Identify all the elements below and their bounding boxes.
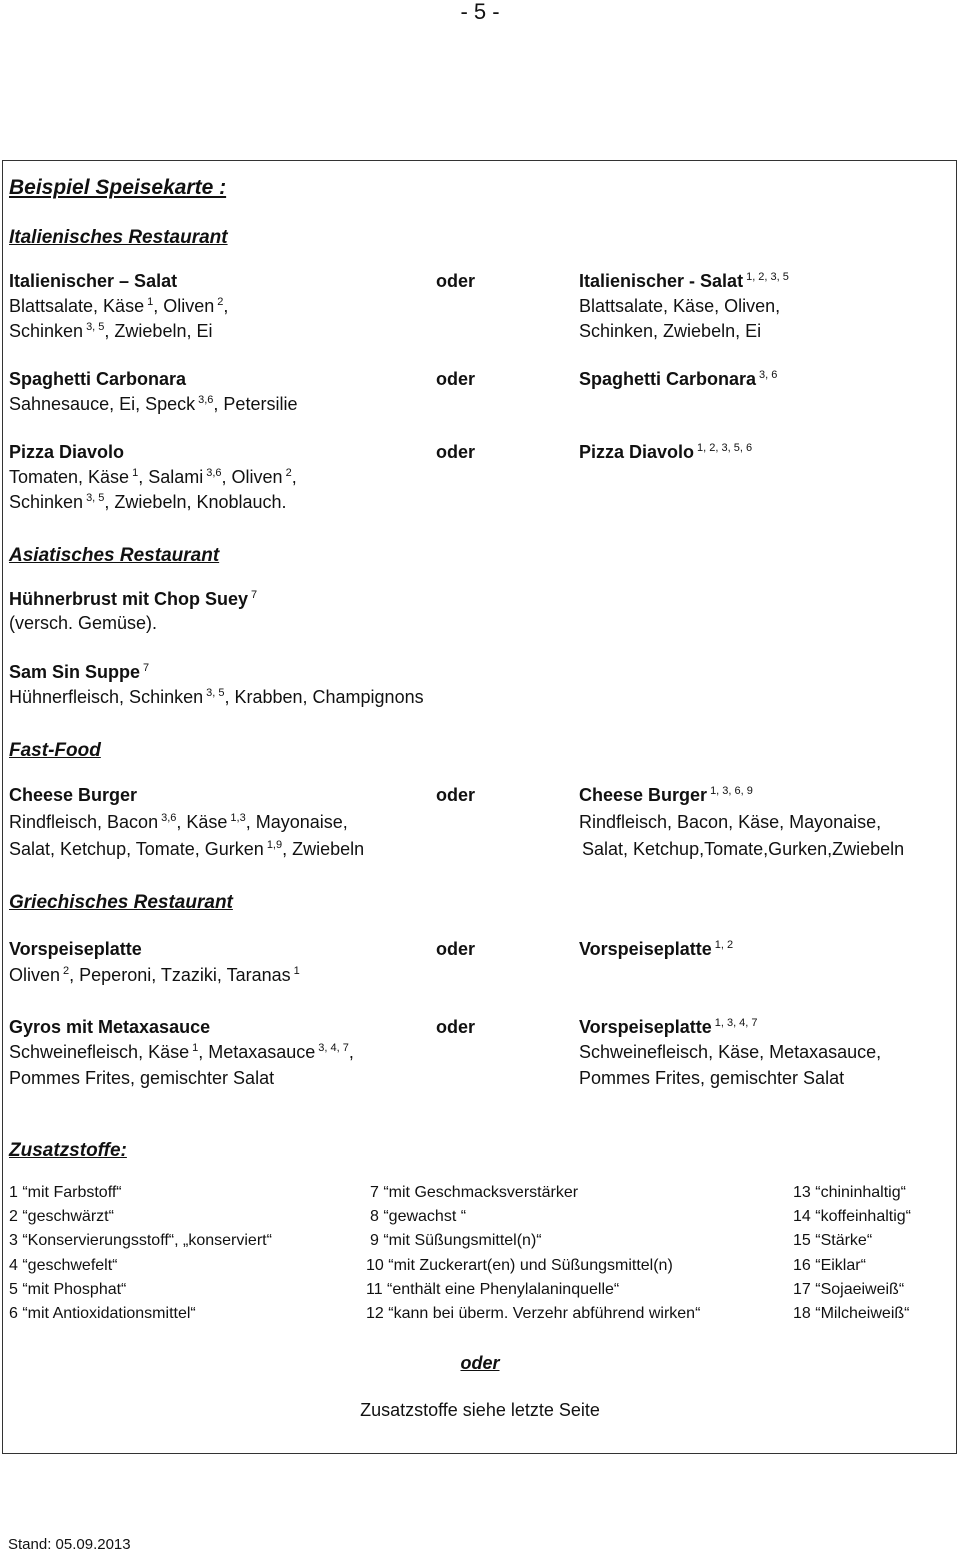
allergen-superscript: 1 [293, 965, 300, 977]
section-heading-fastfood: Fast-Food [9, 740, 101, 761]
allergen-superscript: 1, 3, 6, 9 [710, 785, 753, 797]
allergen-superscript: 3, 4, 7 [318, 1042, 349, 1054]
additive-item: 14 “koffeinhaltig“ [793, 1208, 911, 1226]
additive-item: 11 “enthält eine Phenylalaninquelle“ [366, 1280, 620, 1298]
dish-description [9, 467, 297, 487]
text-segment: Spaghetti Carbonara [9, 369, 187, 389]
text-segment: Sahnesauce, Ei, Speck [9, 394, 196, 414]
text-segment: Pizza Diavolo [579, 442, 695, 462]
allergen-superscript: 3,6 [161, 812, 177, 824]
additive-item: 1 “mit Farbstoff“ [9, 1184, 122, 1201]
oder-label: oder [436, 1017, 476, 1037]
dish-name [579, 1017, 758, 1037]
text-segment: , Peperoni, Tzaziki, Taranas [69, 965, 291, 985]
text-segment: , Petersilie [213, 394, 298, 414]
dish-description [9, 812, 348, 832]
text-segment: Italienischer - Salat [579, 271, 744, 291]
additive-item: 9 “mit Süßungsmittel(n)“ [370, 1232, 542, 1250]
dish-description [9, 1042, 354, 1062]
oder-label: oder [436, 442, 476, 462]
text-segment: , Metaxasauce [198, 1042, 316, 1062]
text-segment: , Salami [138, 467, 204, 487]
allergen-superscript: 3,6 [198, 394, 214, 406]
text-segment: Schinken [9, 492, 84, 512]
dish-name [9, 1017, 210, 1037]
allergen-superscript: 1 [192, 1042, 199, 1054]
page-number: - 5 - [460, 0, 500, 24]
text-segment: , Zwiebeln, Ei [104, 321, 213, 341]
additive-item: 5 “mit Phosphat“ [9, 1280, 127, 1298]
allergen-superscript: 1, 2 [714, 939, 734, 951]
allergen-superscript: 3, 5 [86, 492, 105, 504]
allergen-superscript: 7 [143, 662, 150, 674]
additives-note: Zusatzstoffe siehe letzte Seite [360, 1400, 600, 1420]
text-segment: Cheese Burger [9, 785, 138, 805]
allergen-superscript: 1,9 [266, 839, 283, 851]
text-segment: , Zwiebeln [282, 839, 365, 859]
text-segment: Cheese Burger [579, 785, 708, 805]
text-segment: Pizza Diavolo [9, 442, 125, 462]
oder-label: oder [436, 785, 476, 805]
dish-description: Salat, Ketchup,Tomate,Gurken,Zwiebeln [582, 839, 905, 859]
section-heading-greek: Griechisches Restaurant [9, 892, 233, 913]
text-segment: Salat, Ketchup, Tomate, Gurken [9, 839, 264, 859]
text-segment: Blattsalate, Käse [9, 296, 145, 316]
dish-name [9, 662, 149, 682]
text-segment: Schinken [9, 321, 84, 341]
text-segment: , [223, 296, 229, 316]
dish-description [9, 839, 364, 859]
dish-name [579, 939, 733, 959]
dish-description [9, 394, 297, 414]
dish-description [9, 321, 212, 341]
allergen-superscript: 1 [147, 296, 154, 308]
oder-label: oder [436, 939, 476, 959]
text-segment: Tomaten, Käse [9, 467, 130, 487]
text-segment: Hühnerbrust mit Chop Suey [9, 589, 249, 609]
additive-item: 6 “mit Antioxidationsmittel“ [9, 1305, 196, 1322]
allergen-superscript: 1, 2, 3, 5 [746, 271, 789, 283]
additive-item: 10 “mit Zuckerart(en) und Süßungsmittel(n) [366, 1256, 673, 1274]
dish-name [9, 369, 186, 389]
additive-item: 18 “Milcheiweiß“ [793, 1305, 910, 1322]
text-segment: Pommes Frites, gemischter Salat [9, 1068, 275, 1088]
additive-item: 16 “Eiklar“ [793, 1256, 866, 1274]
dish-name [9, 271, 177, 291]
dish-description: Rindfleisch, Bacon, Käse, Mayonaise, [579, 812, 882, 832]
text-segment: , Mayonaise, [245, 812, 348, 832]
additive-item: 4 “geschwefelt“ [9, 1256, 118, 1274]
dish-description: Blattsalate, Käse, Oliven, [579, 296, 781, 316]
dish-description [9, 687, 424, 707]
text-segment: , [291, 467, 297, 487]
text-segment: Gyros mit Metaxasauce [9, 1017, 211, 1037]
additives-heading: Zusatzstoffe: [9, 1140, 127, 1161]
oder-label: oder [460, 1353, 500, 1373]
dish-description [9, 296, 228, 316]
text-segment: Sam Sin Suppe [9, 662, 141, 682]
additive-item: 7 “mit Geschmacksverstärker [370, 1184, 579, 1201]
dish-description [9, 492, 287, 512]
allergen-superscript: 3, 5 [86, 321, 105, 333]
allergen-superscript: 1, 3, 4, 7 [714, 1017, 758, 1029]
text-segment: Oliven [9, 965, 61, 985]
page-title: Beispiel Speisekarte : [9, 176, 227, 199]
section-heading-italian: Italienisches Restaurant [9, 227, 228, 248]
footer-date: Stand: 05.09.2013 [8, 1536, 131, 1552]
dish-name [579, 785, 753, 805]
text-segment: , Oliven [153, 296, 215, 316]
additive-item: 13 “chininhaltig“ [793, 1184, 906, 1201]
text-segment: Vorspeiseplatte [579, 1017, 712, 1037]
text-segment: , Krabben, Champignons [224, 687, 424, 707]
dish-description: (versch. Gemüse). [9, 613, 158, 633]
dish-description [9, 965, 300, 985]
dish-name [9, 785, 137, 805]
dish-name [579, 271, 789, 291]
dish-name [9, 939, 142, 959]
allergen-superscript: 7 [251, 589, 258, 601]
text-segment: Italienischer – Salat [9, 271, 178, 291]
dish-name [579, 442, 752, 462]
additive-item: 15 “Stärke“ [793, 1232, 873, 1250]
dish-description: Schweinefleisch, Käse, Metaxasauce, [579, 1042, 882, 1062]
allergen-superscript: 3, 5 [206, 687, 225, 699]
text-segment: , Zwiebeln, Knoblauch. [104, 492, 287, 512]
additive-item: 12 “kann bei überm. Verzehr abführend wirken“ [366, 1305, 701, 1322]
text-segment: , Käse [176, 812, 228, 832]
dish-name [579, 369, 777, 389]
text-segment: , Oliven [221, 467, 283, 487]
allergen-superscript: 1, 2, 3, 5, 6 [697, 442, 753, 454]
oder-label: oder [436, 271, 476, 291]
section-heading-asian: Asiatisches Restaurant [9, 545, 220, 566]
dish-description: Schinken, Zwiebeln, Ei [579, 321, 762, 341]
allergen-superscript: 1 [132, 467, 139, 479]
text-segment: , [348, 1042, 354, 1062]
text-segment: Spaghetti Carbonara [579, 369, 757, 389]
text-segment: Rindfleisch, Bacon [9, 812, 159, 832]
dish-description: Pommes Frites, gemischter Salat [579, 1068, 845, 1088]
additive-item: 8 “gewachst “ [370, 1208, 467, 1226]
allergen-superscript: 2 [285, 467, 292, 479]
text-segment: Vorspeiseplatte [579, 939, 712, 959]
additive-item: 3 “Konservierungsstoff“, „konserviert“ [9, 1232, 272, 1250]
dish-name [9, 589, 257, 609]
dish-description [9, 1068, 274, 1088]
allergen-superscript: 2 [217, 296, 224, 308]
allergen-superscript: 3, 6 [759, 369, 778, 381]
oder-label: oder [436, 369, 476, 389]
allergen-superscript: 1,3 [230, 812, 246, 824]
allergen-superscript: 2 [63, 965, 70, 977]
allergen-superscript: 3,6 [206, 467, 222, 479]
additive-item: 17 “Sojaeiweiß“ [793, 1280, 905, 1298]
text-segment: Vorspeiseplatte [9, 939, 142, 959]
text-segment: Hühnerfleisch, Schinken [9, 687, 204, 707]
dish-name [9, 442, 124, 462]
text-segment: Schweinefleisch, Käse [9, 1042, 190, 1062]
additive-item: 2 “geschwärzt“ [9, 1208, 114, 1226]
